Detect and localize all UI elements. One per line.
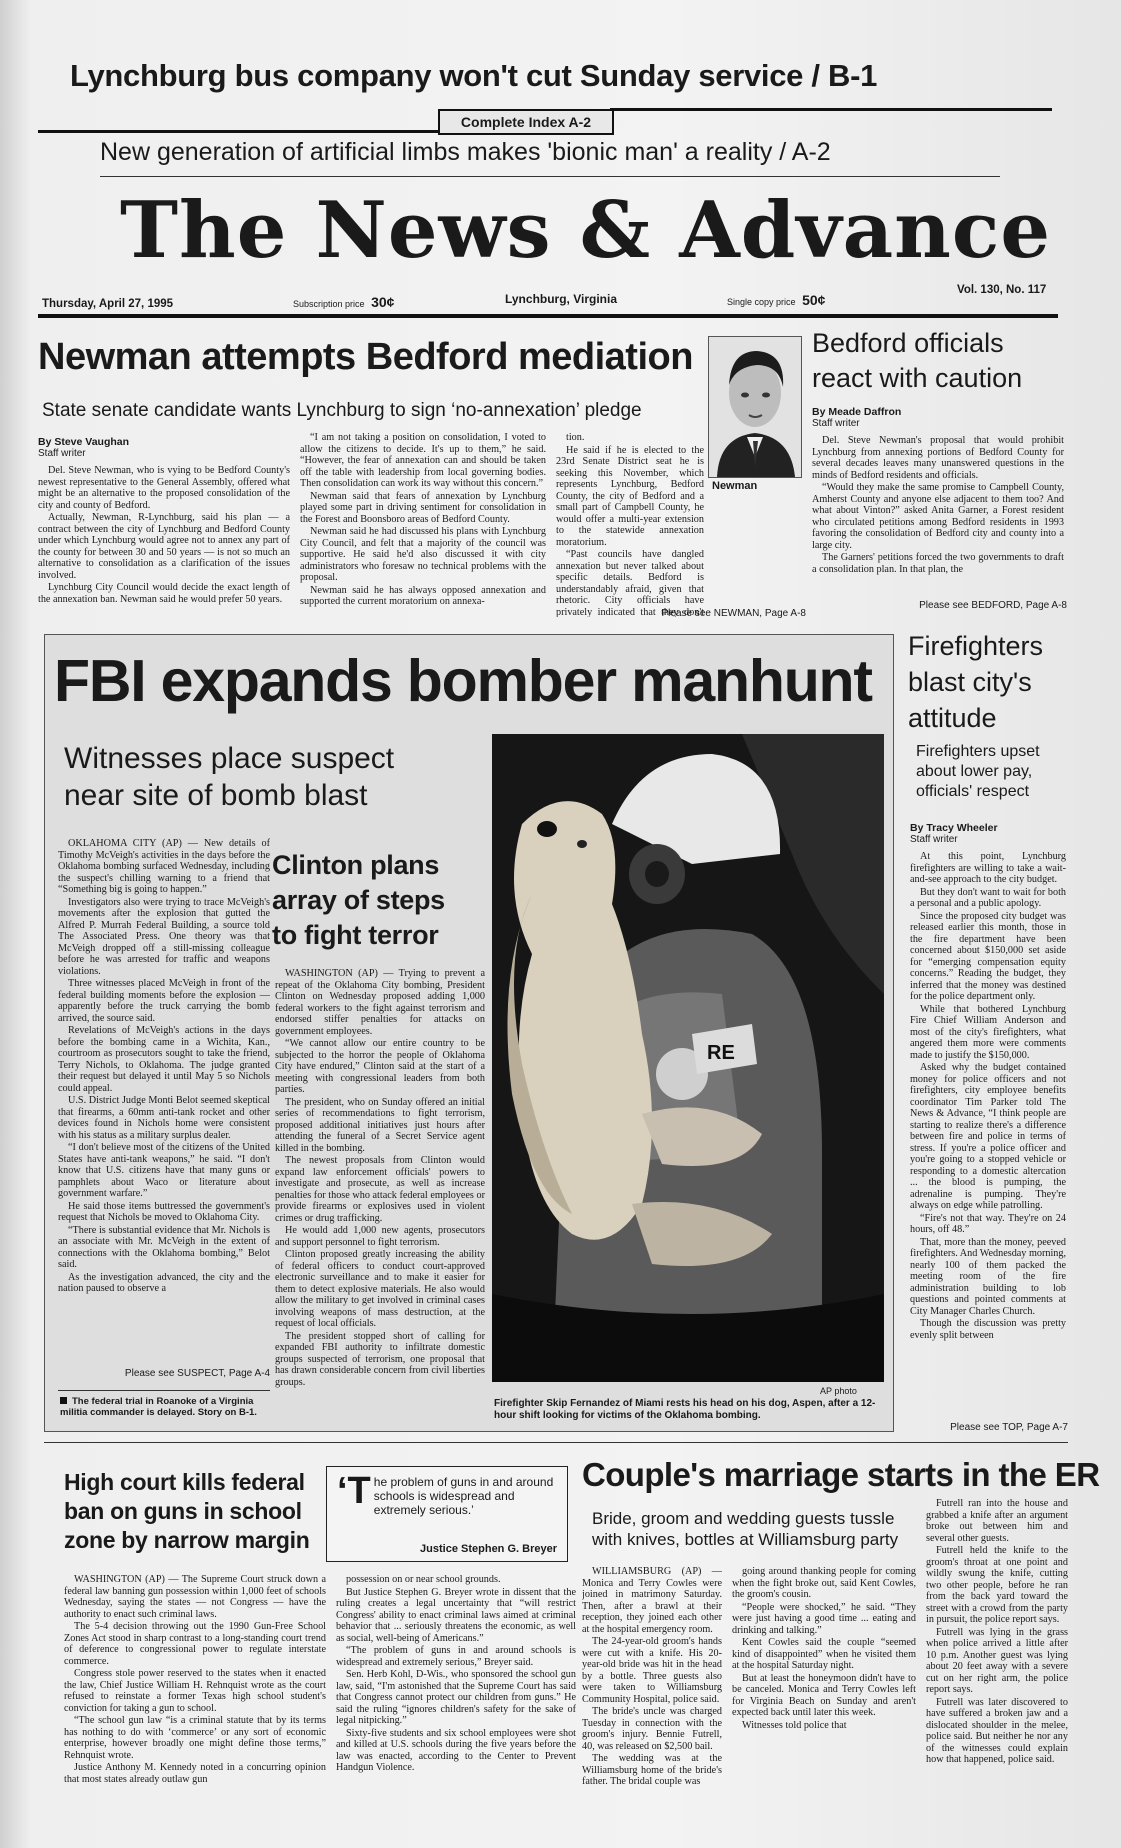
fbi-subhead [64, 740, 484, 814]
quote-attribution: Justice Stephen G. Breyer [420, 1543, 557, 1555]
firefighter-dog-photo [492, 734, 884, 1382]
paragraph: Sixty-five students and six school employees were shot and killed at U.S. schools during the five years before the law was enacted, according to the Center to Prevent Handgun Violence. [336, 1727, 576, 1773]
patch-text: RE [707, 1042, 735, 1064]
paragraph: Investigators also were trying to trace McVeigh's movements after the explosion that gutted the Alfred P. Murrah Federal Building, a source told The Associated Press. One theory was that McVeigh dropped off a still-missing colleague before he was arrested for traffic and weapons violations. [58, 896, 270, 977]
paragraph: The wedding was at the Williamsburg home of the bride's father. The bridal couple was [582, 1753, 722, 1787]
paragraph: Futrell held the knife to the groom's throat at one point and wildly swung the knife, cutting two other people, before he ran from the back yard toward the street with a crowd from the party in pursuit, the police report says. [926, 1545, 1068, 1625]
paragraph: As the investigation advanced, the city and the nation paused to observe a [58, 1271, 270, 1294]
bedford-headline[interactable]: Bedford officials react with caution [812, 328, 1023, 393]
paragraph: Three witnesses placed McVeigh in front of the federal building moments before the explosion — apparently before the truck carrying the bomb arrived, the source said. [58, 978, 270, 1024]
firefighters-jump[interactable]: Please see TOP, Page A-7 [950, 1422, 1068, 1433]
masthead-rule [38, 314, 1058, 318]
paragraph: “I am not taking a position on consolidation, I voted to allow the citizens to decide. It's up to them,” he said. “However, the fear of annexation can and should be taken off the table with leadership from local governing bodies. Then consolidation can work its way without this concern.” [300, 432, 546, 489]
newman-column-1 [38, 436, 290, 646]
paragraph: Futrell was lying in the grass when police arrived a little after 10 p.m. Another guest was lying about 20 feet away with a severe cut on her right arm, the police report says. [926, 1626, 1068, 1695]
paragraph: Newman said he had discussed his plans with Lynchburg City Council, and felt that a majority of the council was supportive. He said he'd also discussed it with city administrators who foresaw no technical problems with the proposal. [300, 526, 546, 583]
teaser-bus-service[interactable]: Lynchburg bus company won't cut Sunday service / B-1 [70, 58, 878, 93]
paragraph: The bride's uncle was charged Tuesday in connection with the groom's injury. Bennie Futrell, 40, was released on $2,500 bail. [582, 1706, 722, 1752]
bedford-text [812, 435, 1064, 575]
paragraph: He said if he is elected to the 23rd Senate District seat he is seeking this November, which represents Lynchburg, Bedford County, the city of Bedford and a small part of Campbell County, he would offer a multi-year extension to the statewide annexation moratorium. [556, 444, 704, 548]
newman-column-2 [300, 432, 546, 632]
paragraph: U.S. District Judge Monti Belot seemed skeptical that firearms, a 60mm anti-tank rocket and other devices found in Nichols home were consistent with his status as a military surplus dealer. [58, 1095, 270, 1141]
photo-caption: Firefighter Skip Fernandez of Miami rests his head on his dog, Aspen, after a 12-hour shift looking for victims of the Oklahoma bombing. [494, 1398, 876, 1421]
paragraph: Asked why the budget contained money for police officers and not firefighters, city employee benefits coordinator Tim Parker told The News & Advance, “I think people are starting to realize there's a difference between fire and police in terms of stress. If you're a police officer and you're going to a stopped vehicle or responding to a domestic altercation ... the blood is pumping, the adrenaline is pumping. They're always on edge while patrolling. [910, 1062, 1066, 1211]
militia-note[interactable] [60, 1396, 272, 1418]
paragraph: “We cannot allow our entire country to be subjected to the horror the people of Oklahoma City have endured,” Clinton said at the start of a meeting with congressional leaders from both parties. [275, 1038, 485, 1095]
paragraph: OKLAHOMA CITY (AP) — New details of Timothy McVeigh's activities in the days before the Oklahoma bombing surfaced Wednesday, including the suspect's chilling warning to a friend that “Something big is going to happen.” [58, 838, 270, 895]
bullet-square-icon [60, 1397, 67, 1404]
teaser-bionic-man[interactable]: New generation of artificial limbs makes 'bionic man' a reality / A-2 [100, 138, 831, 166]
paragraph: WASHINGTON (AP) — The Supreme Court struck down a federal law banning gun possession within 1,000 feet of schools Wednesday, saying the states — not Congress — have the authority to enact such criminal laws. [64, 1574, 326, 1620]
paragraph: He said those items buttressed the government's request that Nichols be moved to Oklahoma City. [58, 1200, 270, 1223]
subscription-price [293, 294, 394, 310]
marriage-column-2 [732, 1566, 916, 1836]
paragraph: Justice Anthony M. Kennedy noted in a concurring opinion that most states already outlaw gun [64, 1762, 326, 1785]
fbi-subhead-line-1: Witnesses place suspect [64, 742, 395, 775]
firefighters-subhead: Firefighters upset about lower pay, officials' respect [916, 743, 1040, 800]
paragraph: Sen. Herb Kohl, D-Wis., who sponsored the school gun law, said, “I'm astonished that the Supreme Court has said that Congress cannot protect our children from guns.” He said the ruling “ignores children's safety for the sake of legal nitpicking.” [336, 1669, 576, 1726]
paragraph: Revelations of McVeigh's actions in the days before the bombing came in a Wichita, Kan., courtroom as prosecutors sought to take the friend, Terry Nichols, to Oklahoma. The judge granted their request but delayed it until May 5 so Nichols could appeal. [58, 1025, 270, 1094]
quote-text [337, 1470, 559, 1517]
paragraph: Futrell ran into the house and grabbed a knife after an argument broke out between him and several other guests. [926, 1498, 1068, 1544]
quote-open-mark: ‘T [337, 1470, 371, 1512]
paragraph: WASHINGTON (AP) — Trying to prevent a repeat of the Oklahoma City bombing, President Clinton on Wednesday proposed adding 1,000 federal workers to the fight against terrorism and endorsed stiffer penalties for attacks on government employees. [275, 968, 485, 1037]
paragraph: Lynchburg City Council would decide the exact length of the annexation ban. Newman said he would prefer 50 years. [38, 582, 290, 605]
paragraph: Del. Steve Newman, who is vying to be Bedford County's newest representative to the General Assembly, offered what might be an alternative to the proposed consolidation of the city and county of Bedford. [38, 465, 290, 511]
paragraph: The president, who on Sunday offered an initial series of recommendations to fight terrorism, proposed additional initiatives just hours after attending the funeral of a Secret Service agent killed in the bombing. [275, 1096, 485, 1154]
fbi-headline[interactable]: FBI expands bomber manhunt [54, 648, 872, 714]
complete-index-box[interactable] [438, 109, 614, 135]
clinton-column [275, 968, 485, 1420]
paragraph: Actually, Newman, R-Lynchburg, said his plan — a contract between the city of Lynchburg and Bedford County under which Lynchburg would agree not to annex any part of the county for between 30 and 50 years — is not so much an alternative to consolidation as a clarification of the issues involved. [38, 512, 290, 581]
issue-date: Thursday, April 27, 1995 [42, 298, 174, 310]
firefighters-byline: By Tracy Wheeler [910, 822, 998, 834]
firefighters-text [910, 851, 1066, 1341]
paragraph: At this point, Lynchburg firefighters are willing to take a wait-and-see approach to the city budget. [910, 851, 1066, 885]
paragraph: WILLIAMSBURG (AP) — Monica and Terry Cowles were joined in matrimony Saturday. Then, after a brawl at their reception, they joined each other at the hospital emergency room. [582, 1566, 722, 1635]
clinton-headline-line-1: Clinton plans [272, 850, 440, 880]
newman-text-1 [38, 465, 290, 605]
section-divider [44, 1442, 1068, 1443]
firefighter-dog-image [492, 734, 884, 1382]
paragraph: While that bothered Lynchburg Fire Chief William Anderson and most of the city's firefighters, what angered them more were comments made to justify the $150,000. [910, 1003, 1066, 1061]
paragraph: He would add 1,000 new agents, prosecutors and support personnel to fight terrorism. [275, 1225, 485, 1248]
paragraph: Though the discussion was pretty evenly split between [910, 1318, 1066, 1341]
militia-note-text: The federal trial in Roanoke of a Virginia militia commander is delayed. Story on B-1. [60, 1396, 257, 1418]
paragraph: going around thanking people for coming when the fight broke out, said Kent Cowles, the groom's cousin. [732, 1566, 916, 1600]
paragraph: Kent Cowles said the couple “seemed kind of disappointed” when he visited them at the hospital Saturday night. [732, 1637, 916, 1671]
paragraph: “There is substantial evidence that Mr. Nichols is an associate with Mr. McVeigh in the extent of connections with the Oklahoma bombing,” Belot said. [58, 1224, 270, 1270]
newman-byline: By Steve Vaughan [38, 436, 130, 448]
breyer-quote-box [326, 1466, 568, 1562]
paragraph: Newman said he has always opposed annexation and supported the current moratorium on annexa- [300, 584, 546, 607]
masthead-title: The News & Advance [120, 185, 1051, 276]
quote-body: he problem of guns in and around schools is widespread and extremely serious.’ [373, 1475, 554, 1517]
court-column-1 [64, 1574, 326, 1836]
paragraph: possession on or near school grounds. [346, 1574, 501, 1585]
fbi-jump[interactable]: Please see SUSPECT, Page A-4 [124, 1368, 270, 1379]
paragraph: “Fire's not that way. They're on 24 hours, off 48.” [910, 1212, 1066, 1235]
bedford-column [812, 406, 1064, 606]
subscription-value: 30¢ [371, 294, 395, 310]
clinton-headline[interactable] [272, 848, 488, 953]
subscription-label: Subscription price [293, 299, 365, 309]
paragraph: That, more than the money, peeved firefighters. And Wednesday morning, nearly 100 of them packed the meeting room of the fire administration building to lob questions and pointed comments at City Manager Charles Church. [910, 1236, 1066, 1317]
paragraph: “Past councils have dangled annexation but never talked about specific details. Bedford is understandably afraid, given that rhetoric. City officials have privately indicated that they don't [556, 549, 704, 617]
marriage-column-1 [582, 1566, 722, 1836]
single-copy-label: Single copy price [727, 297, 796, 307]
paragraph: The 5-4 decision throwing out the 1990 Gun-Free School Zones Act stood in sharp contrast to a long-standing court trend of deference to congressional power to regulate interstate commerce. [64, 1621, 326, 1667]
paragraph: Newman said that fears of annexation by Lynchburg played some part in driving sentiment for consolidation in the Forest and Boonsboro areas of Bedford County. [300, 490, 546, 525]
newman-column-3 [556, 432, 704, 617]
single-copy-value: 50¢ [802, 292, 826, 308]
firefighters-staff: Staff writer [910, 834, 958, 845]
marriage-subhead-line-2: with knives, bottles at Williamsburg party [592, 1530, 899, 1549]
firefighters-column [910, 822, 1066, 1418]
fbi-column [58, 838, 270, 1358]
paragraph: The newest proposals from Clinton would expand law enforcement officials' powers to investigate and prosecute, as well as increase penalties for those who attack federal employees or provide firearms or explosives used in violent crimes or drug trafficking. [275, 1155, 485, 1224]
bedford-byline: By Meade Daffron [812, 406, 902, 418]
paragraph: Del. Steve Newman's proposal that would prohibit Lynchburg from annexing portions of Bedford County for several decades leaves many unanswered questions in the minds of Bedford residents and officials. [812, 435, 1064, 481]
newman-staff: Staff writer [38, 448, 86, 459]
court-column-2 [336, 1574, 576, 1836]
paragraph: “I don't believe most of the citizens of the United States have anti-tank weapons,” he said. “I don't know that U.S. citizens have that many guns or pamphlets about Waco or literature about government warfare.” [58, 1142, 270, 1199]
marriage-subhead-line-1: Bride, groom and wedding guests tussle [592, 1509, 895, 1528]
fbi-subhead-line-2: near site of bomb blast [64, 779, 368, 812]
bedford-jump[interactable]: Please see BEDFORD, Page A-8 [919, 600, 1067, 611]
paragraph: But at least the honeymoon didn't have to be canceled. Monica and Terry Cowles left for Virginia Beach on Sunday and aren't expected back until later this week. [732, 1672, 916, 1718]
photo-credit: AP photo [820, 1386, 857, 1396]
newman-photo-caption: Newman [712, 480, 758, 492]
paragraph: tion. [566, 432, 585, 443]
paragraph: Since the proposed city budget was released earlier this month, those in the fire department have been concerned about $150,000 set aside for “emerging compensation equity concerns.” Reading the budget, they inferred that the money was destined for the police department only. [910, 910, 1066, 1002]
paragraph: “People were shocked,” he said. “They were just having a good time ... eating and drinking and talking.” [732, 1601, 916, 1636]
paragraph: “The school gun law “is a criminal statute that by its terms has nothing to do with ‘commerce’ or any sort of economic enterprise, however broadly one might define those terms,” Rehnquist wrote. [64, 1715, 326, 1761]
marriage-column-3 [926, 1498, 1068, 1838]
dateline-city: Lynchburg, Virginia [505, 292, 618, 306]
paragraph: The 24-year-old groom's hands were cut with a knife. His 20-year-old bride was hit in the head by a bottle. Three guests also were taken to Williamsburg Community Hospital, police said. [582, 1636, 722, 1705]
teaser-divider [100, 176, 1000, 177]
paragraph: Witnesses told police that [742, 1719, 847, 1731]
paragraph: The president stopped short of calling for expanded FBI authority to infiltrate domestic groups suspected of terrorism, one proposal that has drawn considerable concern from civil liberties groups. [275, 1330, 485, 1388]
paragraph: Congress stole power reserved to the states when it enacted the law, Chief Justice William H. Rehnquist wrote as the court refused to reinstate a former Texas high school student's conviction for taking a gun to school. [64, 1668, 326, 1714]
paragraph: “The problem of guns in and around schools is widespread and extremely serious,” Breyer said. [336, 1645, 576, 1668]
teaser-rule-left [38, 130, 438, 133]
newman-portrait-icon [709, 337, 801, 477]
paragraph: But they don't want to wait for both a personal and a public apology. [910, 886, 1066, 909]
firefighters-headline[interactable]: Firefighters blast city's attitude [908, 631, 1044, 733]
paragraph: “Would they make the same promise to Campbell County, Amherst County and anyone else adjacent to them too? And what about Vinton?” asked Anita Garner, a Forest resident who circulated petitions among Bedford residents in 1993 favoring the consolidation of Bedford city and county into a large city. [812, 482, 1064, 551]
newman-headline[interactable]: Newman attempts Bedford mediation [38, 336, 693, 378]
paragraph: Futrell was later discovered to have suffered a broken jaw and a dislocated shoulder in the melee, police said. But neither he nor any of the witnesses could explain how that happened, police said. [926, 1696, 1068, 1765]
paragraph: The Garners' petitions forced the two governments to draft a consolidation plan. In that plan, the [812, 552, 1064, 575]
newman-jump[interactable]: Please see NEWMAN, Page A-8 [661, 608, 806, 619]
paragraph: But Justice Stephen G. Breyer wrote in dissent that the ruling creates a legal uncertainty that “will restrict Congress' ability to enact criminal laws aimed at criminal behavior that ... seriously threatens the economic, as well as social, well-being of Americans.” [336, 1586, 576, 1644]
fbi-note-rule [58, 1390, 270, 1391]
bedford-staff: Staff writer [812, 418, 860, 429]
newman-photo [708, 336, 802, 478]
teaser-rule-right [610, 108, 1052, 111]
marriage-subhead [592, 1508, 952, 1550]
clinton-headline-line-2: array of steps [272, 885, 445, 915]
single-copy-price [727, 292, 825, 308]
marriage-headline[interactable]: Couple's marriage starts in the ER [582, 1456, 1100, 1493]
complete-index-label: Complete Index A-2 [460, 114, 592, 130]
volume-number: Vol. 130, No. 117 [957, 284, 1047, 296]
clinton-headline-line-3: to fight terror [272, 920, 439, 950]
court-headline[interactable]: High court kills federal ban on guns in school zone by narrow margin [64, 1469, 310, 1553]
newman-subhead: State senate candidate wants Lynchburg to sign ‘no-annexation’ pledge [42, 400, 642, 421]
paragraph: Clinton proposed greatly increasing the ability of federal officers to conduct court-approved electronic surveillance and to make it easier for them to detect explosive materials. He also would allow the military to get involved in criminal cases involving weapons of mass destruction, at the request of local officials. [275, 1249, 485, 1329]
